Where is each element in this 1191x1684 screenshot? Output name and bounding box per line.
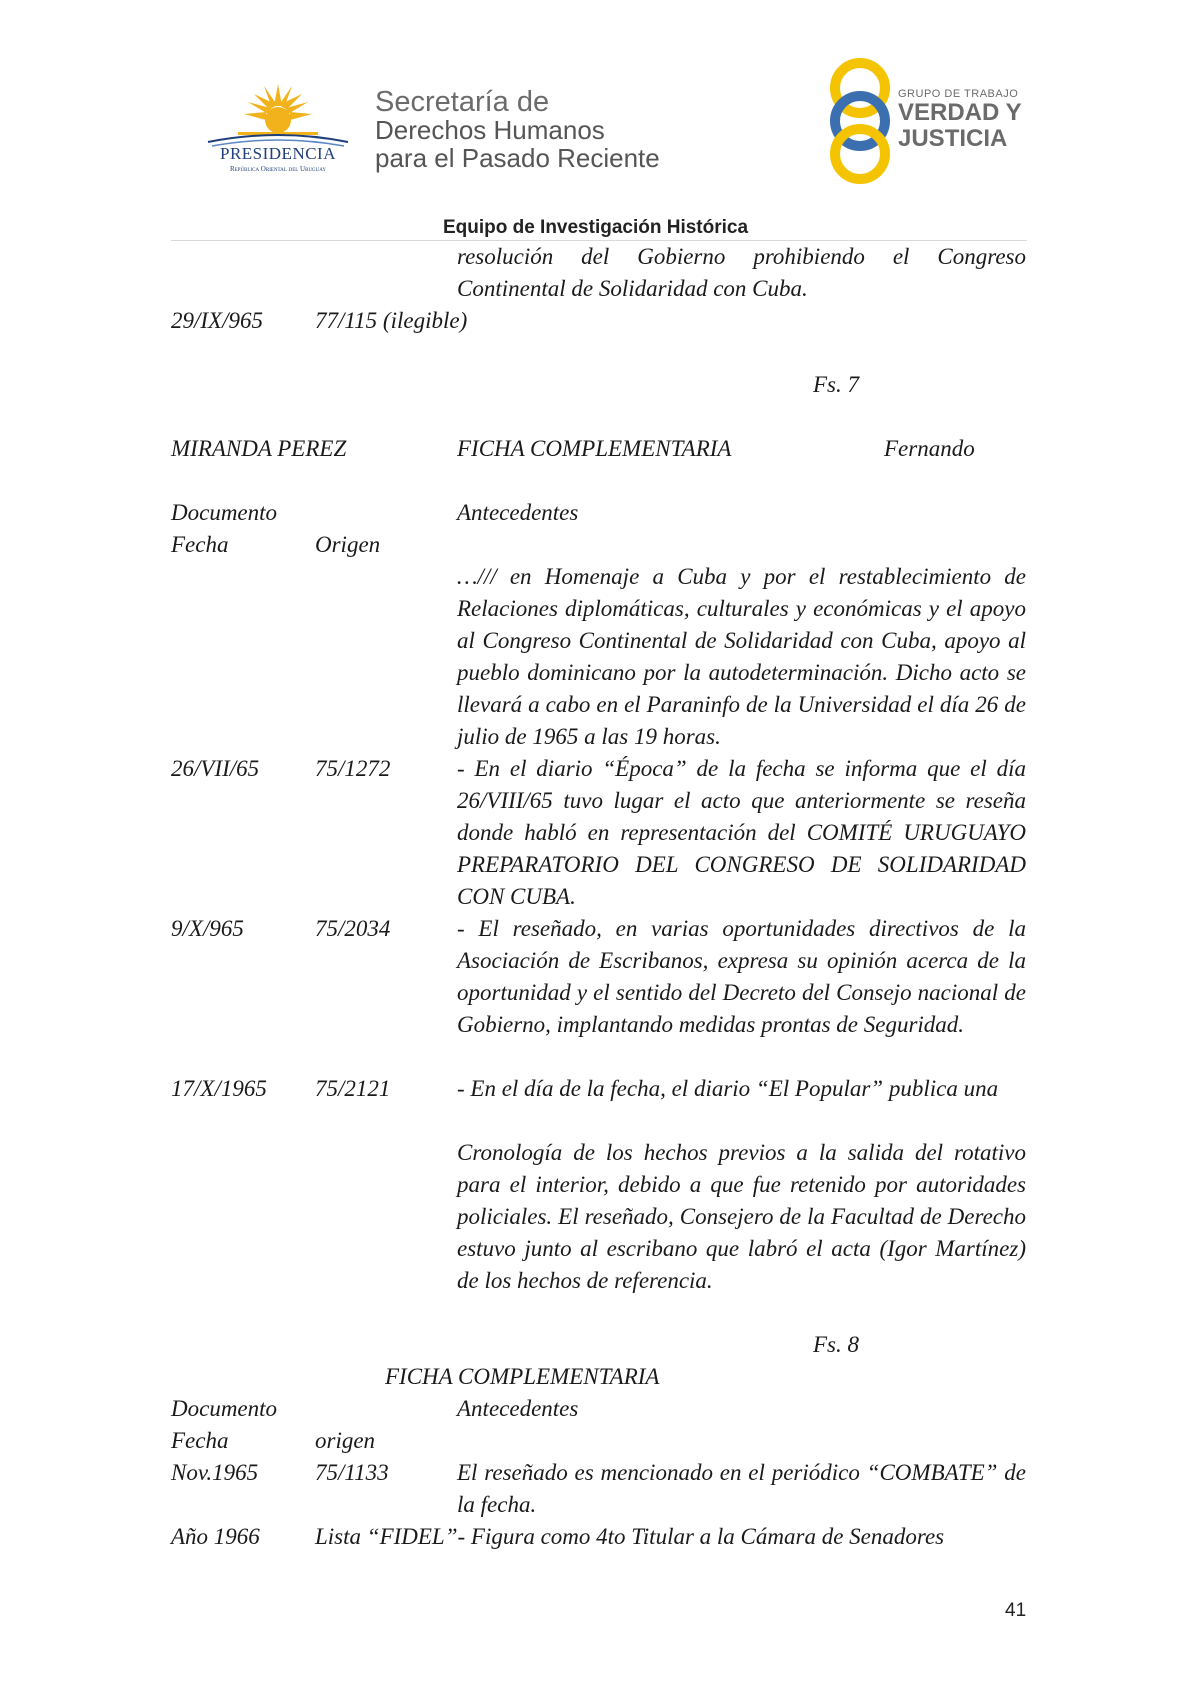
fs7-ficha-title: FICHA COMPLEMENTARIA <box>457 436 732 461</box>
presidencia-sublabel: República Oriental del Uruguay <box>229 165 327 173</box>
entry-text: - En el diario “Época” de la fecha se informa que el día 26/VIII/65 tuvo lugar el acto que anteriormente se reseña donde habló en representación del COMITÉ URUGUAYO PREPARATORIO DEL CONGRESO DE SOLIDARIDAD CON CUBA. <box>457 756 1026 909</box>
row-date: 29/IX/965 <box>171 308 263 333</box>
entry-date: 17/X/1965 <box>171 1076 267 1101</box>
entry-origin: 75/1133 <box>315 1460 389 1485</box>
fs7-intro-paragraph: …/// en Homenaje a Cuba y por el restablecimiento de Relaciones diplomáticas, culturales y económicas y el apoyo al Congreso Continental de Solidaridad con Cuba, apoyo al pueblo dominicano por la autodeterminación. Dicho acto se llevará a cabo en el Paraninfo de la Universidad el día 26 de julio de 1965 a las 19 horas. <box>457 564 1026 749</box>
team-heading: Equipo de Investigación Histórica <box>442 217 749 238</box>
fs8-label: Fs. 8 <box>813 1332 859 1357</box>
continuation-line-1: resolución del Gobierno prohibiendo el Congreso <box>457 244 1026 269</box>
fs7-firstname: Fernando <box>884 436 975 461</box>
secretaria-title <box>375 88 660 172</box>
secretaria-line-2: Derechos Humanos <box>375 115 605 145</box>
fs8-col-documento: Documento <box>171 1396 278 1421</box>
entry-text-part-2: Cronología de los hechos previos a la salida del rotativo para el interior, debido a que fue retenido por autoridades policiales. El reseñado, Consejero de la Facultad de Derecho estuvo junto al escribano que labró el acta (Igor Martínez) de los hechos de referencia. <box>457 1140 1026 1293</box>
continuation-line-2: Continental de Solidaridad con Cuba. <box>457 276 808 301</box>
vj-line-1: VERDAD Y <box>898 99 1022 126</box>
page-number: 41 <box>1005 1600 1027 1621</box>
fs7-surname: MIRANDA PEREZ <box>171 436 347 461</box>
entry-origin: 75/2034 <box>315 916 391 941</box>
fs7-col-fecha: Fecha <box>171 532 229 557</box>
vj-line-2: JUSTICIA <box>898 125 1008 152</box>
fs8-ficha-title: FICHA COMPLEMENTARIA <box>385 1364 660 1389</box>
entry-text: - El reseñado, en varias oportunidades directivos de la Asociación de Escribanos, expresa su opinión acerca de la oportunidad y el sentido del Decreto del Consejo nacional de Gobierno, implantando medidas prontas de Seguridad. <box>457 916 1026 1037</box>
row-origin: 77/115 (ilegible) <box>315 308 468 333</box>
presidencia-label: PRESIDENCIA <box>219 144 336 163</box>
fs7-col-antecedentes: Antecedentes <box>457 500 579 525</box>
entry-date: 9/X/965 <box>171 916 244 941</box>
fs7-col-documento: Documento <box>171 500 278 525</box>
entry-text: El reseñado es mencionado en el periódico “COMBATE” de la fecha. <box>457 1460 1026 1517</box>
entry-date: Nov.1965 <box>171 1460 259 1485</box>
verdad-justicia-text <box>898 88 1022 152</box>
entry-origin: 75/1272 <box>315 756 391 781</box>
entry-text: Lista “FIDEL”- Figura como 4to Titular a la Cámara de Senadores <box>315 1524 945 1549</box>
fs7-col-origen: Origen <box>315 532 381 557</box>
fs7-label: Fs. 7 <box>813 372 859 397</box>
entry-origin: 75/2121 <box>315 1076 391 1101</box>
fs8-col-fecha: Fecha <box>171 1428 229 1453</box>
entry-date: 26/VII/65 <box>171 756 260 781</box>
fs8-col-antecedentes: Antecedentes <box>457 1396 579 1421</box>
fs8-col-origen: origen <box>315 1428 376 1453</box>
secretaria-line-3: para el Pasado Reciente <box>375 143 660 173</box>
secretaria-line-1: Secretaría de <box>375 86 550 118</box>
entry-text-part-1: - En el día de la fecha, el diario “El Popular” publica una <box>457 1076 999 1101</box>
entry-date: Año 1966 <box>171 1524 260 1549</box>
vj-small-label: GRUPO DE TRABAJO <box>898 88 1019 100</box>
